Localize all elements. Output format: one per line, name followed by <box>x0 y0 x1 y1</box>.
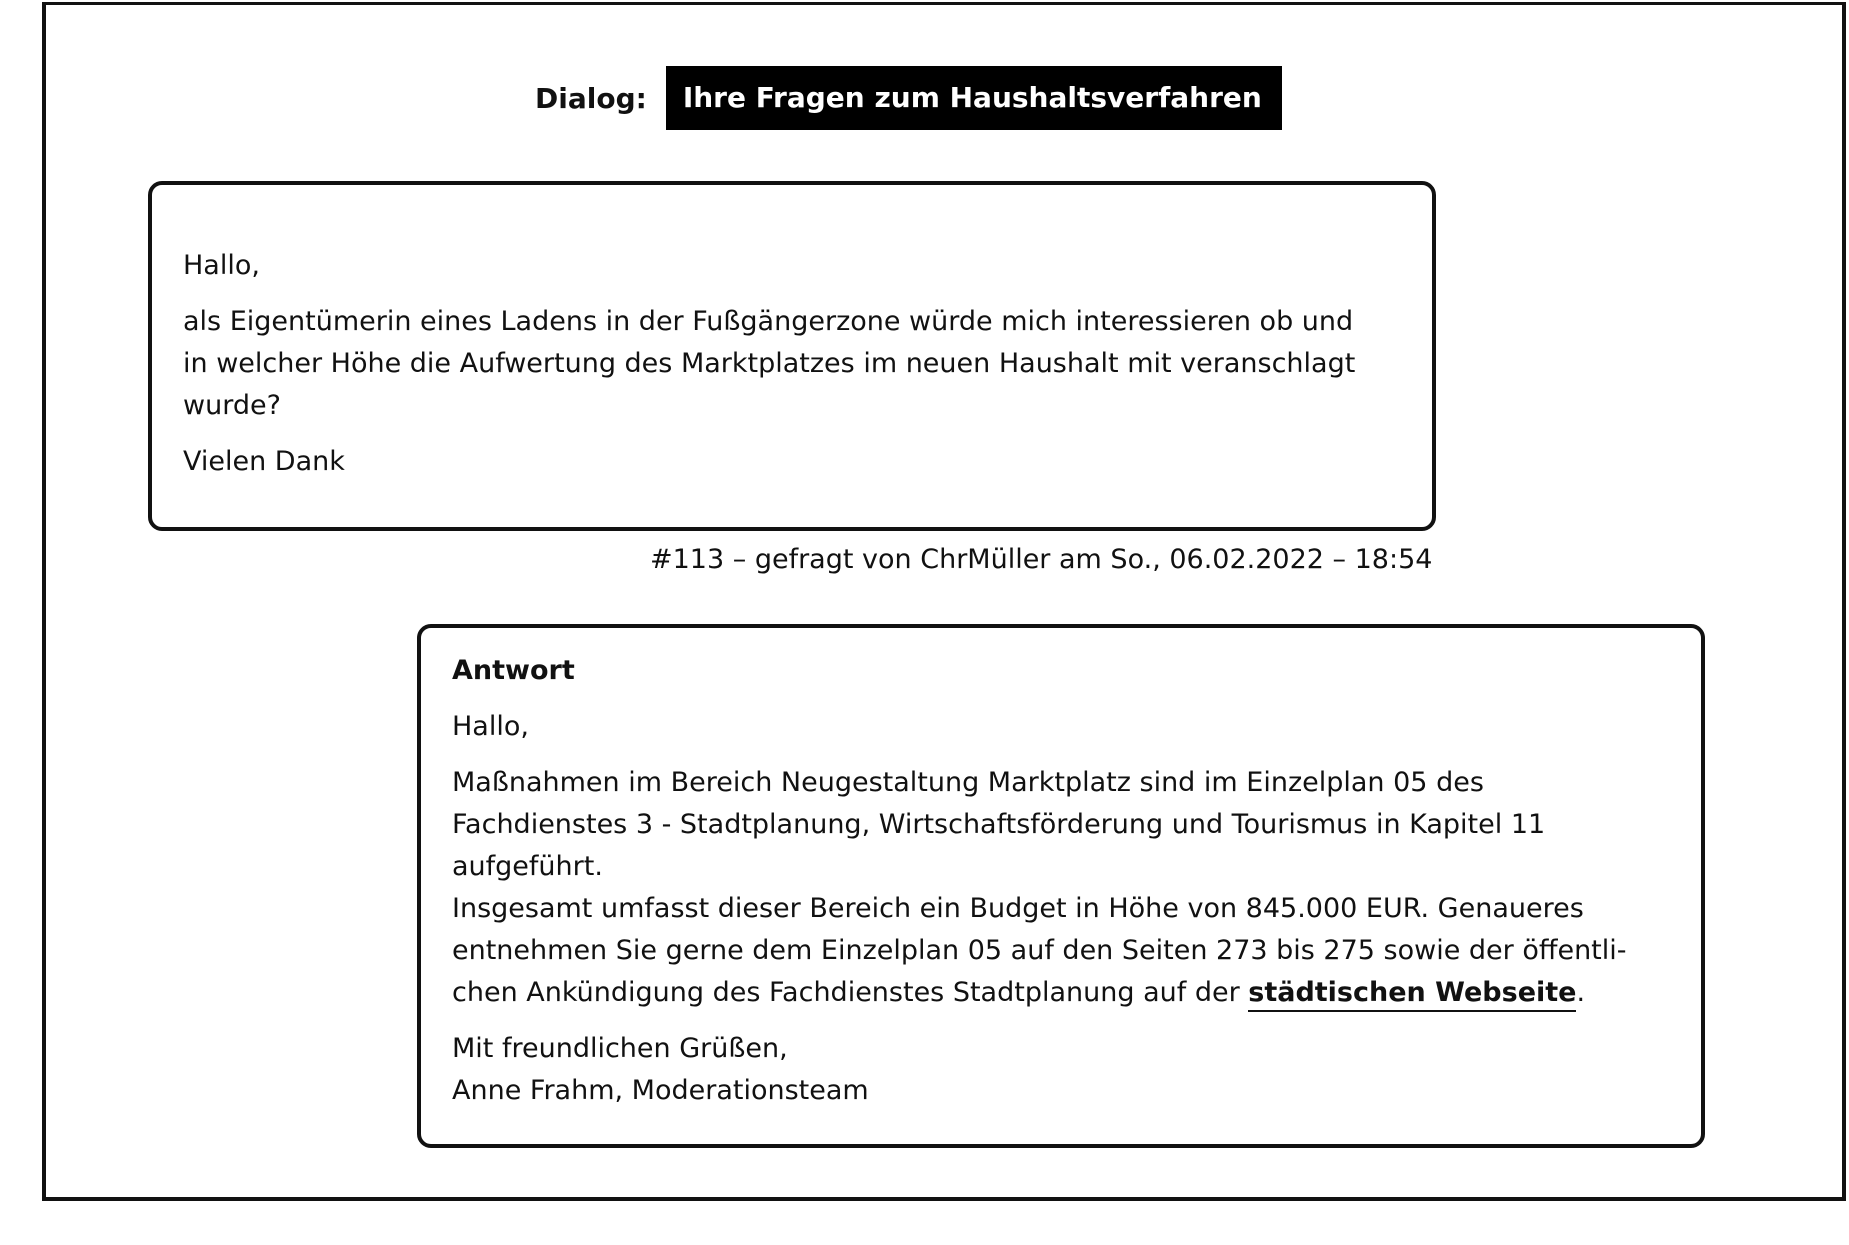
question-line-1: als Eigentümerin eines Ladens in der Fußgängerzone würde mich interessieren ob und <box>183 306 1354 337</box>
question-greeting: Hallo, <box>183 250 260 281</box>
question-body <box>183 301 1402 427</box>
answer-line-6-text: chen Ankündigung des Fachdienstes Stadtplanung auf der <box>452 977 1249 1008</box>
answer-greeting: Hallo, <box>452 711 529 742</box>
answer-heading: Antwort <box>452 655 575 686</box>
question-closing: Vielen Dank <box>183 446 345 477</box>
city-website-link[interactable]: städtischen Webseite <box>1248 977 1576 1012</box>
answer-closing: Mit freundlichen Grüßen, <box>452 1033 788 1064</box>
question-bubble <box>148 181 1436 531</box>
dialog-header <box>535 66 1282 130</box>
answer-line-4: Insgesamt umfasst dieser Bereich ein Budget in Höhe von 845.000 EUR. Genaueres <box>452 893 1584 924</box>
answer-line-5: entnehmen Sie gerne dem Einzelplan 05 auf den Seiten 273 bis 275 sowie der öffentli- <box>452 935 1627 966</box>
question-line-3: wurde? <box>183 390 281 421</box>
answer-line-6 <box>452 972 1671 1014</box>
dialog-label: Dialog: <box>535 81 647 115</box>
answer-body <box>452 762 1671 1014</box>
question-meta: #113 – gefragt von ChrMüller am So., 06.02.2022 – 18:54 <box>650 544 1433 575</box>
answer-bubble <box>417 624 1705 1148</box>
answer-signature <box>452 1028 1671 1112</box>
answer-line-1: Maßnahmen im Bereich Neugestaltung Marktplatz sind im Einzelplan 05 des <box>452 767 1484 798</box>
answer-line-6-period: . <box>1576 977 1586 1008</box>
answer-line-2: Fachdienstes 3 - Stadtplanung, Wirtschaftsförderung und Tourismus in Kapitel 11 <box>452 809 1546 840</box>
answer-line-3: aufgeführt. <box>452 851 603 882</box>
answer-author: Anne Frahm, Moderationsteam <box>452 1075 869 1106</box>
question-line-2: in welcher Höhe die Aufwertung des Marktplatzes im neuen Haushalt mit veranschlagt <box>183 348 1356 379</box>
dialog-title: Ihre Fragen zum Haushaltsverfahren <box>666 66 1282 130</box>
